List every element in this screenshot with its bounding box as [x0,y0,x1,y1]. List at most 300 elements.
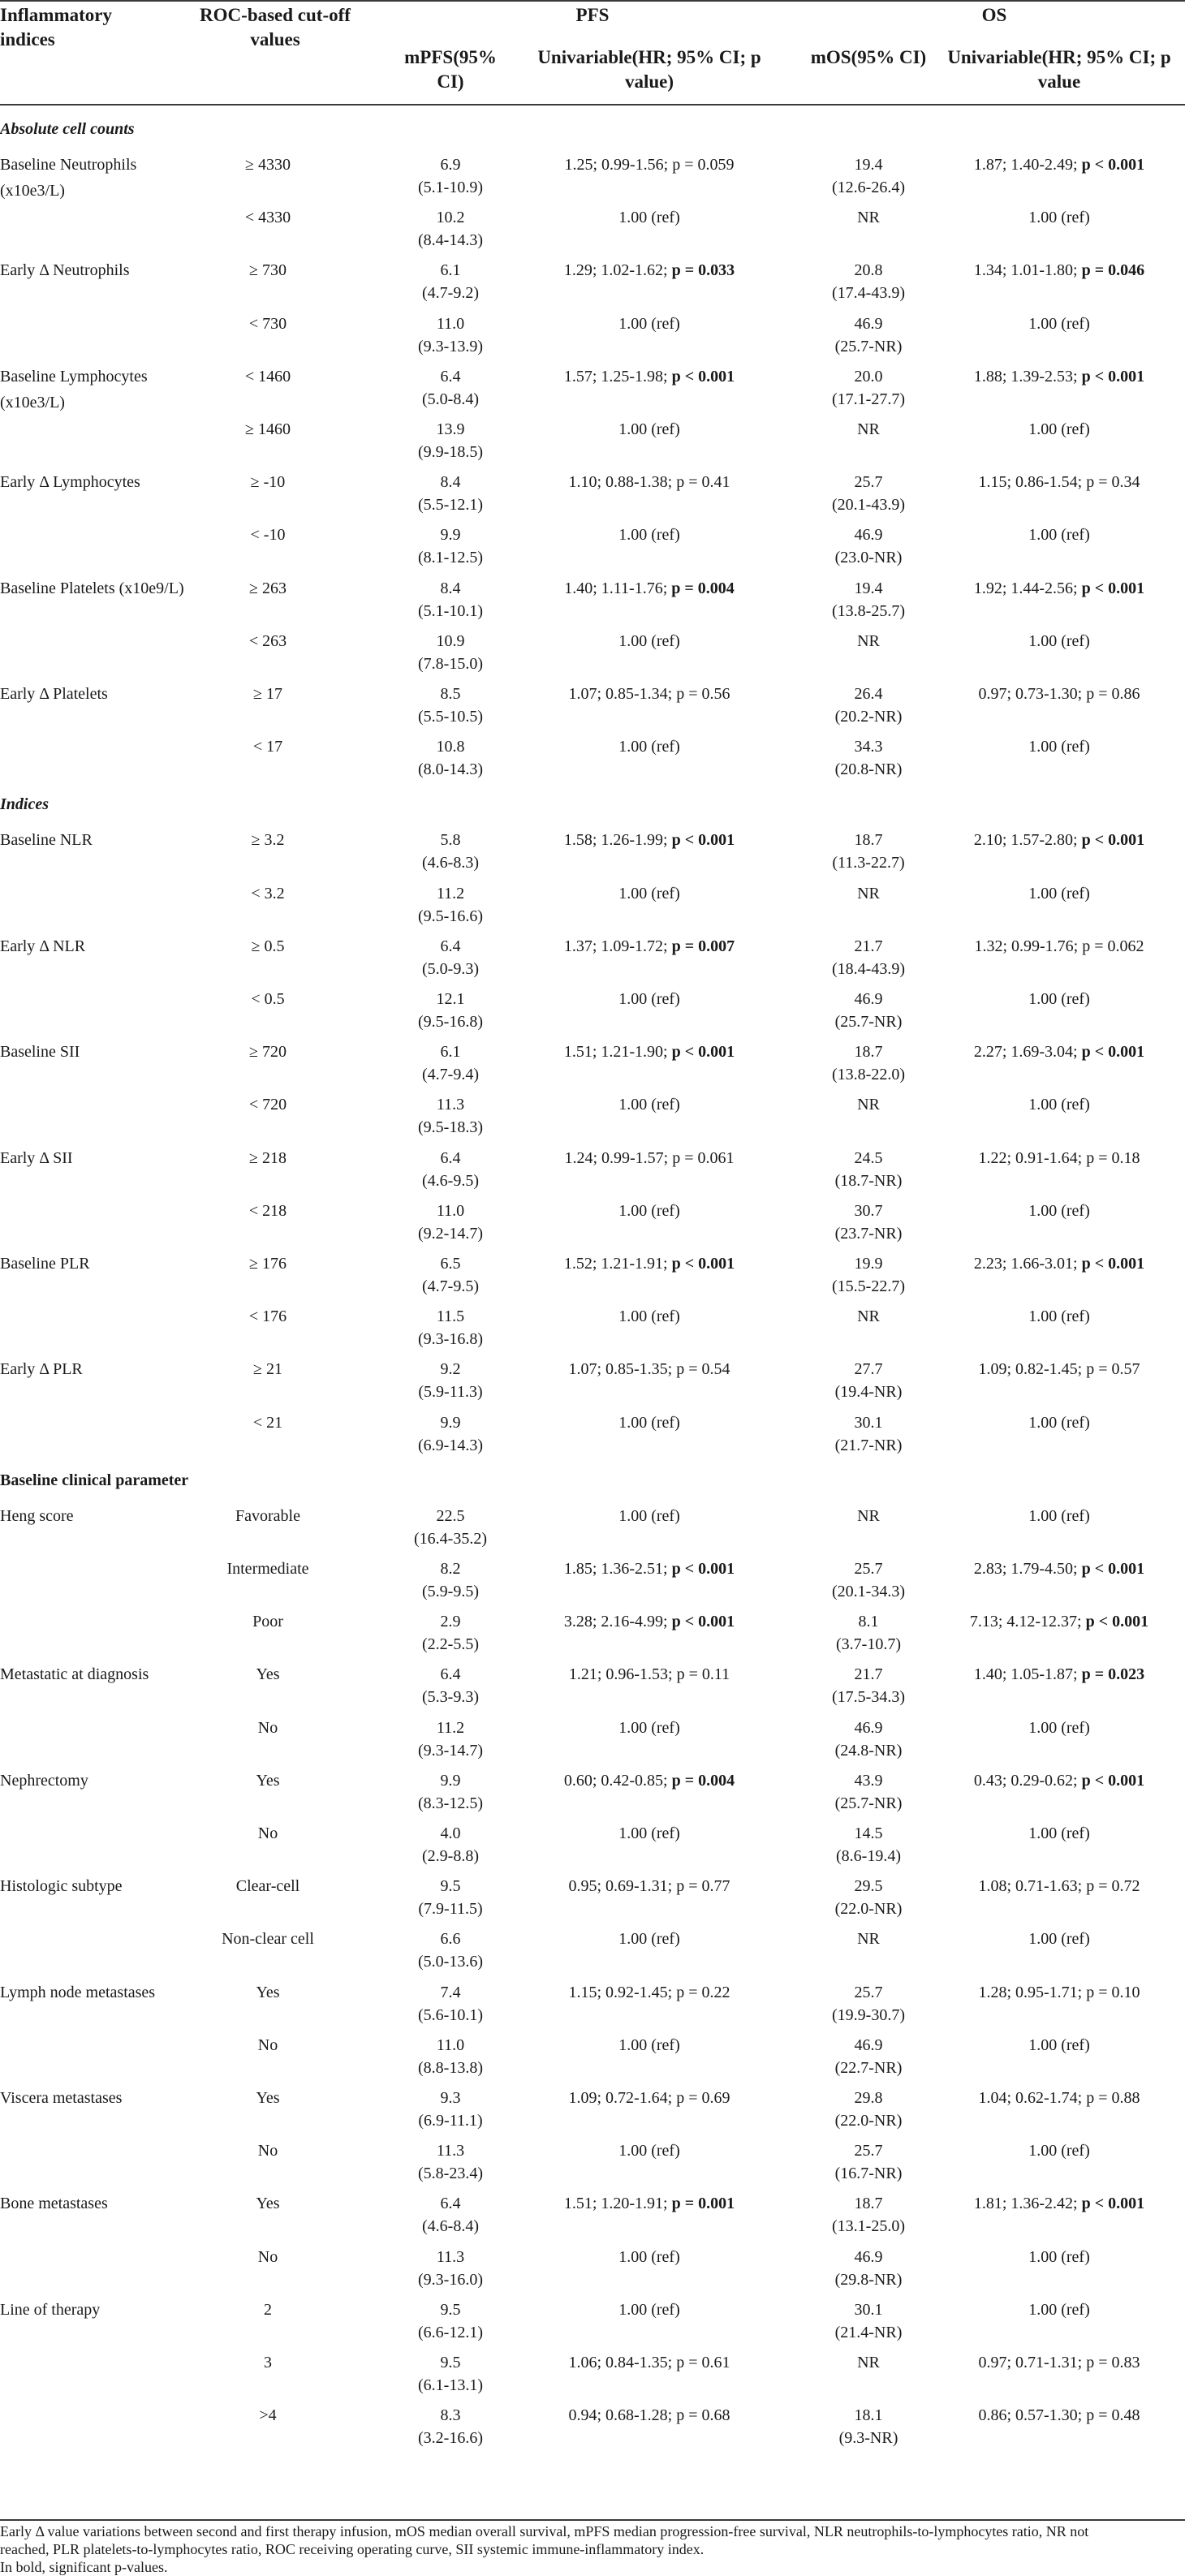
row-cutoff: Non-clear cell [222,1930,314,1949]
pfs-hr-text: 1.52; 1.21-1.91; [563,1255,672,1273]
os-hr-text: 1.00 (ref) [1028,738,1090,756]
row-mpfs-ci: (5.0-9.3) [422,959,479,978]
row-cutoff: No [257,1718,278,1737]
row-mpfs: 8.2 [440,1560,461,1578]
row-cutoff: Yes [256,2089,280,2107]
row-os-hr [933,1303,1185,1329]
pfs-hr-text: 1.00 (ref) [618,990,680,1008]
row-os-hr [933,827,1185,853]
row-mpfs-ci: (9.5-16.6) [418,907,483,925]
pfs-p-value: p < 0.001 [671,831,735,850]
row-mos-ci: (23.7-NR) [834,1224,903,1243]
row-mos: NR [857,631,880,650]
row-os-hr [933,2190,1185,2216]
pfs-hr-text: 0.60; 0.42-0.85; [563,1771,672,1790]
footnote-line-2: reached, PLR platelets-to-lymphocytes ratio, ROC receiving operating curve, SII systemic immune-inflammatory index. [0,2541,705,2557]
row-cutoff: ≥ 720 [249,1043,287,1062]
row-cutoff: ≥ -10 [250,473,286,492]
row-mpfs-ci: (6.9-11.1) [418,2112,483,2130]
pfs-hr-text: 1.00 (ref) [618,420,680,438]
row-mos-ci: (20.2-NR) [834,708,903,726]
row-mos-ci: (17.1-27.7) [832,390,905,408]
row-cutoff: ≥ 730 [249,261,287,280]
pfs-hr-text: 1.51; 1.20-1.91; [563,2195,672,2213]
pfs-hr-text: 1.00 (ref) [618,1506,680,1525]
row-mpfs-ci: (9.3-16.0) [418,2270,483,2289]
pfs-p-value: p < 0.001 [671,1560,735,1578]
row-pfs-hr [519,681,779,707]
section-heading: Indices [0,795,49,814]
row-mos: 8.1 [858,1613,879,1631]
row-index-label: Histologic subtype [0,1877,123,1896]
row-os-hr [933,2244,1185,2270]
row-index-label: Early Δ Neutrophils [0,261,130,280]
row-cutoff: No [257,1824,278,1842]
row-mpfs: 22.5 [436,1506,465,1525]
pfs-p-value: p = 0.004 [671,579,735,597]
row-cutoff: Poor [252,1613,283,1631]
row-mos-ci: (18.7-NR) [834,1171,903,1190]
row-os-hr [933,628,1185,654]
row-os-hr [933,933,1185,959]
row-pfs-hr [519,311,779,337]
os-hr-text: 2.83; 1.79-4.50; [973,1560,1082,1578]
row-os-hr [933,1556,1185,1582]
pfs-p-value: p = 0.061 [672,1148,735,1167]
row-mos-ci: (19.9-30.7) [832,2005,905,2024]
row-os-hr [933,469,1185,495]
row-cutoff: ≥ 4330 [245,156,291,174]
pfs-hr-text: 1.57; 1.25-1.98; [563,367,672,386]
pfs-hr-text: 1.25; 0.99-1.56; [564,156,673,174]
row-mos-ci: (25.7-NR) [834,1013,903,1031]
row-pfs-hr [519,152,779,178]
row-mpfs-ci: (6.9-14.3) [418,1436,483,1454]
row-os-hr [933,1609,1185,1635]
os-hr-text: 1.88; 1.39-2.53; [973,367,1082,386]
row-mpfs: 6.4 [440,1148,461,1167]
row-pfs-hr [519,1979,779,2005]
row-os-hr [933,2402,1185,2428]
row-cutoff: Intermediate [226,1560,309,1578]
row-mpfs-ci: (5.9-9.5) [422,1583,479,1600]
os-p-value: p = 0.86 [1086,685,1140,703]
row-mpfs: 9.5 [440,1877,461,1896]
row-mpfs: 11.0 [436,2035,465,2054]
pfs-hr-text: 1.00 (ref) [618,526,680,545]
row-os-hr [933,681,1185,707]
pfs-p-value: p = 0.56 [676,685,730,703]
row-mos-ci: (25.7-NR) [834,1794,903,1812]
row-mos-ci: (25.7-NR) [834,337,903,355]
os-p-value: p = 0.18 [1086,1148,1140,1167]
row-cutoff: ≥ 1460 [245,420,291,438]
row-index-label: Baseline Lymphocytes (x10e3/L) [0,367,148,411]
pfs-hr-text: 1.51; 1.21-1.90; [563,1043,672,1062]
os-hr-text: 1.08; 0.71-1.63; [978,1877,1087,1896]
row-mpfs-ci: (4.6-8.3) [422,854,479,872]
row-mpfs: 6.4 [440,1665,461,1684]
os-hr-text: 7.13; 4.12-12.37; [969,1613,1086,1631]
row-mpfs-ci: (2.9-8.8) [422,1847,479,1865]
row-mpfs-ci: (6.6-12.1) [418,2323,483,2341]
os-hr-text: 1.00 (ref) [1028,1096,1090,1114]
row-index-label: Lymph node metastases [0,1983,156,2001]
row-mpfs: 12.1 [436,990,465,1008]
row-mos-ci: (8.6-19.4) [836,1847,901,1865]
os-hr-text: 1.00 (ref) [1028,1718,1090,1737]
pfs-hr-text: 1.00 (ref) [618,2035,680,2054]
row-mpfs: 11.2 [436,1718,465,1737]
row-cutoff: Favorable [235,1506,300,1525]
header-indices: Inflammatory indices [0,5,112,50]
row-mpfs: 9.2 [440,1360,461,1379]
row-cutoff: No [257,2142,278,2160]
row-mpfs: 9.9 [440,526,461,545]
row-mpfs-ci: (5.1-10.9) [418,179,483,196]
row-pfs-hr [519,416,779,442]
header-os: OS [981,5,1007,25]
row-index-label: Bone metastases [0,2195,108,2213]
header-os-univariable: Univariable(HR; 95% CI; p value [947,47,1171,92]
header-bottom-rule [0,104,1185,106]
row-pfs-hr [519,1198,779,1224]
os-p-value: p = 0.83 [1086,2354,1140,2371]
row-mpfs-ci: (4.7-9.5) [422,1277,479,1295]
pfs-hr-text: 1.00 (ref) [618,2300,680,2319]
row-os-hr [933,205,1185,230]
row-mos-ci: (13.1-25.0) [832,2217,905,2236]
row-mos: 18.1 [854,2406,883,2425]
os-hr-text: 1.92; 1.44-2.56; [973,579,1082,597]
row-pfs-hr [519,1303,779,1329]
pfs-hr-text: 1.15; 0.92-1.45; [568,1983,677,2001]
row-pfs-hr [519,2297,779,2323]
os-p-value: p = 0.72 [1086,1877,1140,1896]
row-cutoff: < 17 [252,738,283,756]
pfs-hr-text: 1.00 (ref) [618,1201,680,1220]
row-mos: NR [857,1506,880,1525]
row-pfs-hr [519,827,779,853]
row-mos-ci: (12.6-26.4) [832,179,905,196]
row-mos: 34.3 [854,738,883,756]
pfs-hr-text: 1.00 (ref) [618,738,680,756]
os-hr-text: 1.00 (ref) [1028,2142,1090,2160]
row-mos: 26.4 [854,685,883,703]
row-mos-ci: (20.1-34.3) [832,1583,905,1600]
os-hr-text: 1.40; 1.05-1.87; [973,1665,1082,1684]
row-pfs-hr [519,2085,779,2111]
row-mos-ci: (24.8-NR) [834,1741,903,1760]
row-mos-ci: (17.4-43.9) [832,284,905,303]
row-mpfs: 11.5 [436,1307,465,1326]
row-mpfs-ci: (9.3-16.8) [418,1330,483,1349]
row-mos: NR [857,420,880,438]
os-hr-text: 1.34; 1.01-1.80; [973,261,1082,280]
row-os-hr [933,522,1185,548]
row-pfs-hr [519,575,779,601]
pfs-hr-text: 1.24; 0.99-1.57; [564,1148,673,1167]
row-pfs-hr [519,628,779,654]
pfs-p-value: p = 0.61 [676,2354,730,2371]
row-pfs-hr [519,364,779,390]
row-mos-ci: (9.3-NR) [838,2429,898,2448]
os-p-value: p < 0.001 [1081,1560,1145,1578]
row-mos: 19.9 [854,1255,883,1273]
row-mpfs: 9.5 [440,2354,461,2371]
row-mos-ci: (20.8-NR) [834,760,903,779]
row-cutoff: No [257,2035,278,2054]
pfs-hr-text: 1.00 (ref) [618,2247,680,2266]
os-hr-text: 1.00 (ref) [1028,209,1090,227]
header-mos: mOS(95% CI) [810,47,927,67]
row-os-hr [933,2085,1185,2111]
row-mos: 18.7 [854,2195,883,2213]
row-os-hr [933,1926,1185,1952]
os-hr-text: 0.97; 0.73-1.30; [978,685,1087,703]
pfs-p-value: p = 0.41 [676,473,730,492]
row-pfs-hr [519,1820,779,1846]
os-hr-text: 1.00 (ref) [1028,990,1090,1008]
row-pfs-hr [519,522,779,548]
os-hr-text: 1.00 (ref) [1028,1201,1090,1220]
row-mos: 46.9 [854,526,883,545]
row-mos-ci: (16.7-NR) [834,2165,903,2183]
row-mos-ci: (29.8-NR) [834,2270,903,2289]
os-hr-text: 1.00 (ref) [1028,314,1090,333]
row-pfs-hr [519,2032,779,2058]
os-hr-text: 1.22; 0.91-1.64; [978,1148,1087,1167]
row-os-hr [933,1092,1185,1118]
os-p-value: p < 0.001 [1081,831,1145,850]
os-hr-text: 1.09; 0.82-1.45; [978,1360,1087,1379]
row-mpfs-ci: (9.3-14.7) [418,1741,483,1760]
row-index-label: Heng score [0,1506,74,1525]
row-cutoff: < 218 [248,1201,287,1220]
row-mpfs: 11.3 [436,2142,465,2160]
row-mpfs: 8.4 [440,473,461,492]
row-os-hr [933,1145,1185,1171]
row-mpfs-ci: (5.8-23.4) [418,2165,483,2183]
row-mpfs: 7.4 [440,1983,461,2001]
row-mos-ci: (22.0-NR) [834,2112,903,2130]
pfs-p-value: p = 0.059 [672,156,735,174]
row-mos-ci: (11.3-22.7) [832,854,905,872]
row-cutoff: ≥ 17 [253,685,282,703]
row-mos: NR [857,1930,880,1949]
pfs-hr-text: 1.06; 0.84-1.35; [568,2354,677,2371]
os-hr-text: 2.27; 1.69-3.04; [973,1043,1082,1062]
row-pfs-hr [519,2244,779,2270]
row-mpfs: 6.6 [440,1930,461,1949]
row-cutoff: < 3.2 [251,884,285,902]
pfs-hr-text: 1.00 (ref) [618,884,680,902]
pfs-hr-text: 1.00 (ref) [618,1096,680,1114]
row-index-label: Early Δ NLR [0,937,86,955]
row-mos: 18.7 [854,1043,883,1062]
row-mpfs: 8.3 [440,2406,461,2425]
pfs-hr-text: 1.07; 0.85-1.35; [568,1360,677,1379]
row-mpfs: 9.9 [440,1413,461,1432]
row-os-hr [933,2297,1185,2323]
pfs-hr-text: 1.00 (ref) [618,2142,680,2160]
row-mos: 24.5 [854,1148,883,1167]
row-mos: 25.7 [854,473,883,492]
row-pfs-hr [519,881,779,907]
row-cutoff: 2 [264,2300,272,2319]
row-mos: NR [857,1307,880,1326]
row-pfs-hr [519,1768,779,1794]
row-index-label: Early Δ PLR [0,1360,83,1379]
pfs-hr-text: 1.09; 0.72-1.64; [568,2089,677,2107]
header-cutoff: ROC-based cut-off values [200,5,351,50]
os-hr-text: 1.00 (ref) [1028,631,1090,650]
table-top-rule [0,0,1185,2]
os-p-value: p = 0.48 [1086,2406,1140,2425]
os-hr-text: 1.00 (ref) [1028,2247,1090,2266]
row-mpfs-ci: (8.1-12.5) [418,549,483,567]
row-mpfs-ci: (8.3-12.5) [418,1794,483,1812]
row-mos: 29.5 [854,1877,883,1896]
row-mpfs: 9.3 [440,2089,461,2107]
row-cutoff: Clear-cell [235,1877,300,1896]
pfs-hr-text: 0.94; 0.68-1.28; [568,2406,677,2425]
pfs-hr-text: 1.00 (ref) [618,314,680,333]
row-os-hr [933,257,1185,283]
row-mpfs: 6.9 [440,156,461,174]
row-mos: 46.9 [854,2035,883,2054]
os-hr-text: 1.00 (ref) [1028,1824,1090,1842]
row-mos-ci: (13.8-22.0) [832,1066,905,1084]
row-mos: NR [857,1096,880,1114]
row-mos-ci: (23.0-NR) [834,549,903,567]
pfs-hr-text: 1.00 (ref) [618,631,680,650]
pfs-p-value: p = 0.033 [671,261,735,280]
row-cutoff: < 720 [248,1096,287,1114]
row-cutoff: Yes [256,1983,280,2001]
row-pfs-hr [519,1356,779,1382]
row-pfs-hr [519,1715,779,1741]
row-mpfs-ci: (6.1-13.1) [418,2376,483,2394]
row-pfs-hr [519,1503,779,1529]
row-mpfs-ci: (9.5-16.8) [418,1013,483,1031]
os-hr-text: 1.28; 0.95-1.71; [978,1983,1087,2001]
row-pfs-hr [519,986,779,1012]
os-hr-text: 2.23; 1.66-3.01; [973,1255,1082,1273]
row-index-label: Baseline SII [0,1043,80,1062]
row-mpfs-ci: (5.1-10.1) [418,601,483,620]
header-pfs: PFS [575,5,610,25]
row-mos-ci: (13.8-25.7) [832,601,905,620]
row-mos: 20.0 [854,367,883,386]
row-mpfs: 6.5 [440,1255,461,1273]
os-hr-text: 1.00 (ref) [1028,884,1090,902]
row-mos: 21.7 [854,1665,883,1684]
row-mos-ci: (15.5-22.7) [832,1277,905,1295]
row-mpfs-ci: (8.8-13.8) [418,2058,483,2077]
row-mpfs-ci: (4.7-9.2) [422,284,479,303]
row-pfs-hr [519,1926,779,1952]
row-mpfs: 6.4 [440,937,461,955]
row-mpfs: 6.1 [440,1043,461,1062]
row-cutoff: < 730 [248,314,287,333]
pfs-hr-text: 1.37; 1.09-1.72; [563,937,672,955]
row-mpfs-ci: (9.2-14.7) [418,1224,483,1243]
os-p-value: p < 0.001 [1081,2195,1145,2213]
os-hr-text: 1.15; 0.86-1.54; [978,473,1087,492]
os-p-value: p < 0.001 [1081,579,1145,597]
os-hr-text: 0.43; 0.29-0.62; [973,1771,1082,1790]
row-mpfs: 10.2 [436,209,465,227]
row-mos: 46.9 [854,990,883,1008]
row-pfs-hr [519,1410,779,1436]
row-mpfs-ci: (5.9-11.3) [418,1383,483,1402]
pfs-p-value: p = 0.007 [671,937,735,955]
row-index-label: Nephrectomy [0,1771,88,1790]
row-mpfs-ci: (2.2-5.5) [422,1635,479,1654]
row-os-hr [933,152,1185,178]
row-cutoff: ≥ 21 [253,1360,282,1379]
pfs-hr-text: 1.40; 1.11-1.76; [564,579,672,597]
row-pfs-hr [519,1039,779,1065]
row-pfs-hr [519,2350,779,2376]
row-mpfs: 6.1 [440,261,461,280]
row-pfs-hr [519,1661,779,1687]
row-os-hr [933,575,1185,601]
row-cutoff: < 176 [248,1307,287,1326]
row-index-label: Baseline Platelets (x10e9/L) [0,579,184,597]
row-mos: 14.5 [854,1824,883,1842]
row-mpfs: 6.4 [440,367,461,386]
row-pfs-hr [519,1873,779,1899]
pfs-p-value: p = 0.77 [676,1877,730,1896]
os-hr-text: 0.97; 0.71-1.31; [978,2354,1087,2371]
row-cutoff: < 1460 [244,367,291,386]
row-os-hr [933,734,1185,760]
row-mpfs-ci: (5.6-10.1) [418,2005,483,2024]
row-mpfs-ci: (7.9-11.5) [418,1900,483,1919]
row-mos: 20.8 [854,261,883,280]
row-pfs-hr [519,469,779,495]
row-mpfs-ci: (9.5-18.3) [418,1118,483,1137]
os-hr-text: 1.00 (ref) [1028,420,1090,438]
section-heading: Baseline clinical parameter [0,1471,189,1489]
row-mpfs-ci: (5.0-8.4) [422,390,479,408]
header-mpfs: mPFS(95% CI) [404,47,497,92]
os-p-value: p = 0.88 [1086,2089,1140,2107]
row-pfs-hr [519,734,779,760]
row-mos: 25.7 [854,1560,883,1578]
row-mpfs-ci: (9.3-13.9) [418,337,483,355]
row-os-hr [933,1820,1185,1846]
row-pfs-hr [519,1145,779,1171]
row-pfs-hr [519,2138,779,2164]
row-os-hr [933,2032,1185,2058]
row-mos-ci: (18.4-43.9) [832,959,905,978]
os-hr-text: 1.32; 0.99-1.76; [974,937,1083,955]
row-mos: 19.4 [854,156,883,174]
os-hr-text: 1.81; 1.36-2.42; [973,2195,1082,2213]
row-mpfs: 2.9 [440,1613,461,1631]
row-pfs-hr [519,1556,779,1582]
pfs-p-value: p < 0.001 [671,1613,735,1631]
row-mos: 18.7 [854,831,883,850]
row-cutoff: Yes [256,1771,280,1790]
footnote-line-3: In bold, significant p-values. [0,2559,168,2575]
row-mpfs: 10.8 [436,738,465,756]
pfs-hr-text: 1.00 (ref) [618,1307,680,1326]
row-cutoff: < 0.5 [251,990,285,1008]
